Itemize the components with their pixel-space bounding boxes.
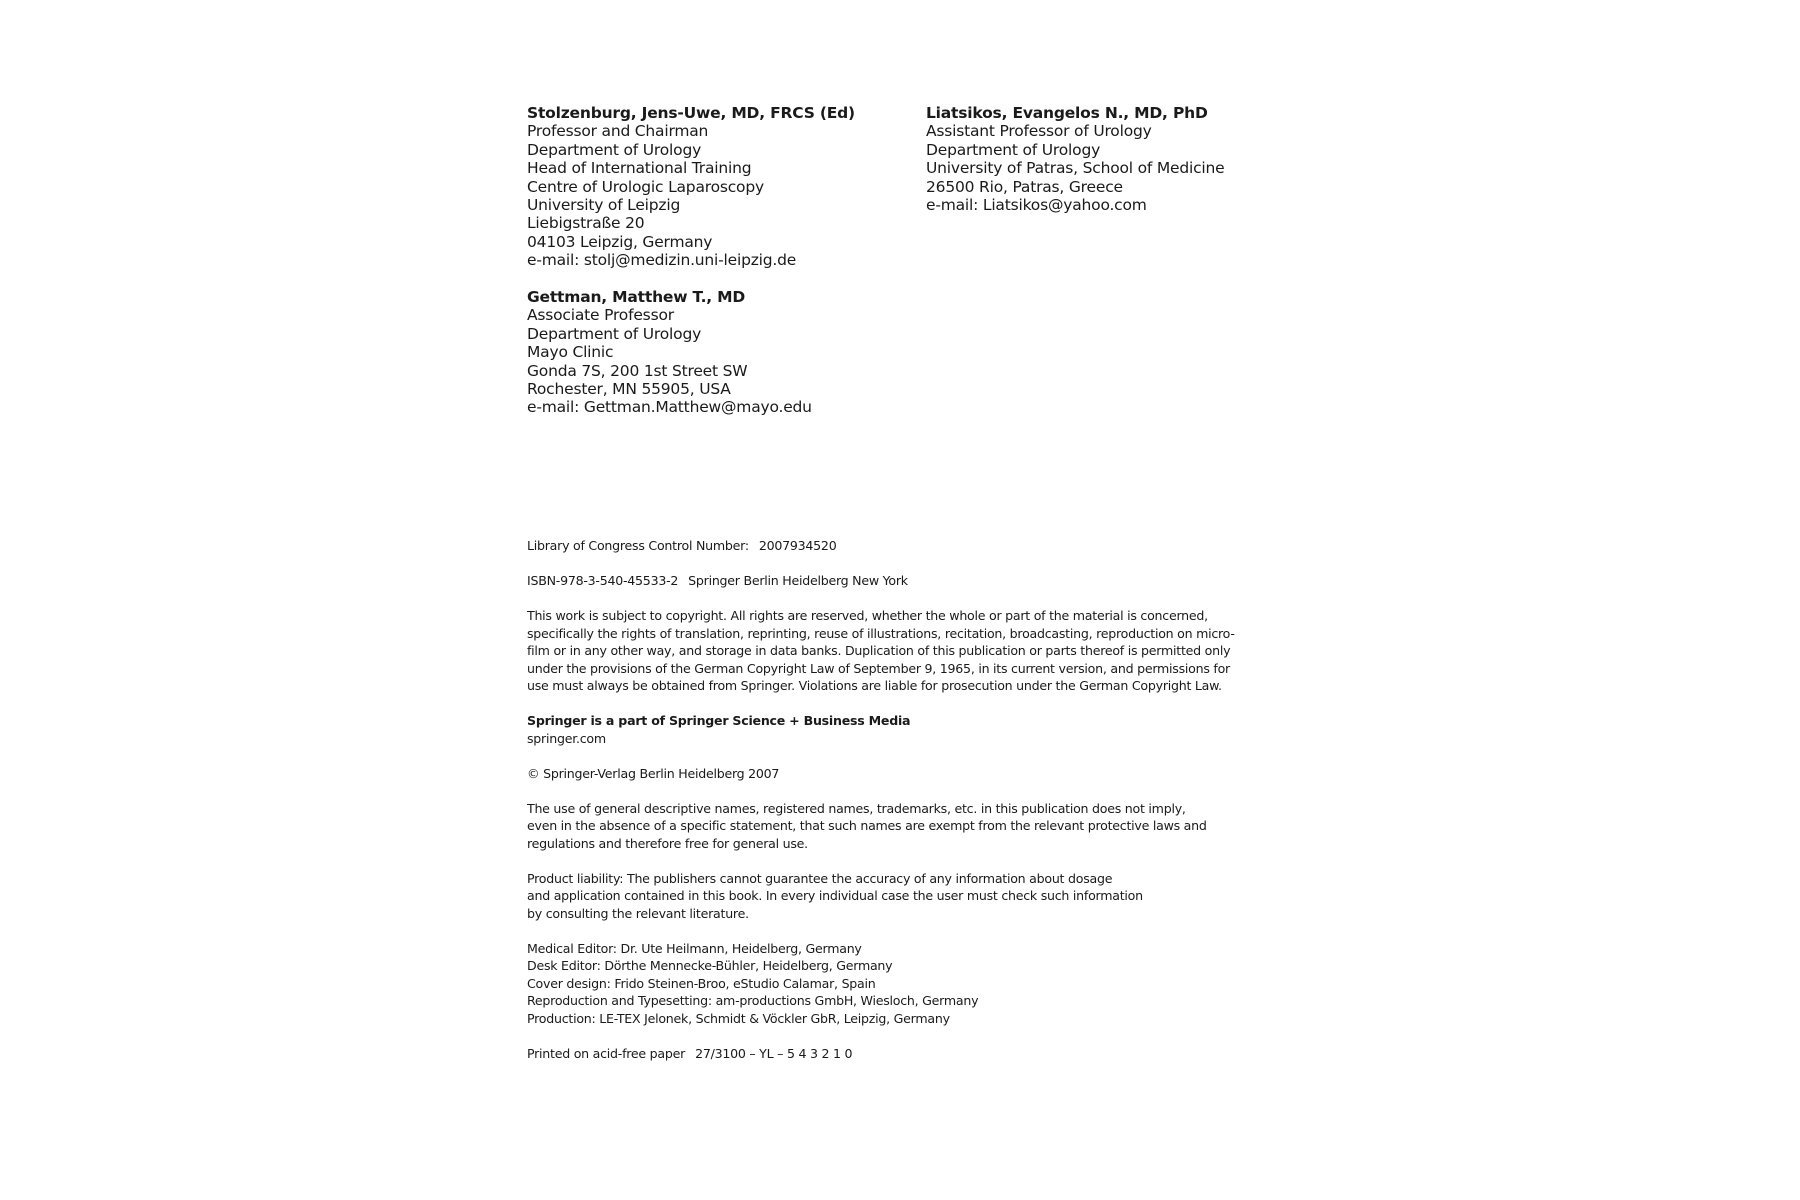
editor-department: Department of Urology bbox=[527, 324, 702, 343]
editor-city: 04103 Leipzig, Germany bbox=[527, 232, 713, 251]
isbn-line bbox=[527, 572, 1227, 590]
copyright-line: © Springer-Verlag Berlin Heidelberg 2007 bbox=[527, 765, 780, 781]
liability-notice bbox=[527, 870, 1227, 923]
editor-university: University of Patras, School of Medicine bbox=[926, 159, 1225, 178]
editor-stolzenburg bbox=[527, 104, 855, 270]
copyright-notice-line: film or in any other way, and storage in data banks. Duplication of this publication or parts thereof is permitted only bbox=[527, 643, 1231, 658]
springer-block bbox=[527, 712, 1227, 747]
printed-on-line bbox=[527, 1045, 1227, 1063]
editor-street: Liebigstraße 20 bbox=[527, 214, 645, 233]
editor-institution: Mayo Clinic bbox=[527, 343, 614, 362]
editor-email: e-mail: Liatsikos@yahoo.com bbox=[926, 196, 1147, 215]
editor-city: 26500 Rio, Patras, Greece bbox=[926, 177, 1123, 196]
editor-department: Department of Urology bbox=[527, 140, 702, 159]
editor-role: Head of International Training bbox=[527, 159, 752, 178]
credit-typesetting: Reproduction and Typesetting: am-productions GmbH, Wiesloch, Germany bbox=[527, 993, 979, 1008]
liability-notice-line: and application contained in this book. In every individual case the user must check such information bbox=[527, 888, 1143, 903]
editor-liatsikos bbox=[926, 104, 1225, 214]
credit-desk-editor: Desk Editor: Dörthe Mennecke-Bühler, Heidelberg, Germany bbox=[527, 958, 893, 973]
copyright-notice-line: specifically the rights of translation, reprinting, reuse of illustrations, recitation, broadcasting, reproduction on micro- bbox=[527, 625, 1235, 641]
names-notice-line: even in the absence of a specific statement, that such names are exempt from the relevant protective laws and bbox=[527, 818, 1207, 833]
liability-notice-line: Product liability: The publishers cannot guarantee the accuracy of any information about dosage bbox=[527, 870, 1113, 886]
credit-production: Production: LE-TEX Jelonek, Schmidt & Vöckler GbR, Leipzig, Germany bbox=[527, 1010, 950, 1026]
names-notice-line: The use of general descriptive names, registered names, trademarks, etc. in this publication does not imply, bbox=[527, 800, 1186, 816]
publisher-cities: Springer Berlin Heidelberg New York bbox=[688, 573, 908, 588]
credit-cover-design: Cover design: Frido Steinen-Broo, eStudio Calamar, Spain bbox=[527, 975, 876, 991]
isbn: ISBN-978-3-540-45533-2 bbox=[527, 573, 679, 588]
editor-email: e-mail: Gettman.Matthew@mayo.edu bbox=[527, 398, 812, 417]
liability-notice-line: by consulting the relevant literature. bbox=[527, 905, 749, 921]
copyright-notice bbox=[527, 607, 1235, 695]
editor-city: Rochester, MN 55905, USA bbox=[527, 380, 731, 399]
editor-title: Assistant Professor of Urology bbox=[926, 122, 1152, 141]
loc-label: Library of Congress Control Number: bbox=[527, 538, 749, 553]
print-code: 27/3100 – YL – 5 4 3 2 1 0 bbox=[695, 1045, 853, 1061]
springer-url: springer.com bbox=[527, 730, 606, 746]
loc-control-number bbox=[527, 537, 1227, 555]
springer-part-of: Springer is a part of Springer Science + Business Media bbox=[527, 713, 911, 728]
editor-street: Gonda 7S, 200 1st Street SW bbox=[527, 361, 748, 380]
editor-name: Liatsikos, Evangelos N., MD, PhD bbox=[926, 104, 1208, 122]
loc-number: 2007934520 bbox=[758, 538, 837, 553]
copyright-notice-line: This work is subject to copyright. All rights are reserved, whether the whole or part of the material is concerned, bbox=[527, 608, 1208, 623]
copyright-notice-line: under the provisions of the German Copyright Law of September 9, 1965, in its current version, and permissions for bbox=[527, 660, 1230, 676]
editor-gettman bbox=[527, 288, 812, 417]
editor-name: Gettman, Matthew T., MD bbox=[527, 288, 746, 306]
printed-on: Printed on acid-free paper bbox=[527, 1045, 686, 1061]
editor-university: University of Leipzig bbox=[527, 196, 681, 215]
editor-title: Professor and Chairman bbox=[527, 122, 709, 141]
editor-title: Associate Professor bbox=[527, 306, 674, 325]
names-notice bbox=[527, 800, 1227, 853]
credit-medical-editor: Medical Editor: Dr. Ute Heilmann, Heidelberg, Germany bbox=[527, 940, 862, 956]
copyright-notice-line: use must always be obtained from Springer. Violations are liable for prosecution under the German Copyright Law. bbox=[527, 678, 1222, 693]
editor-centre: Centre of Urologic Laparoscopy bbox=[527, 177, 764, 196]
editor-department: Department of Urology bbox=[926, 140, 1101, 159]
names-notice-line: regulations and therefore free for general use. bbox=[527, 835, 808, 851]
credits bbox=[527, 940, 1227, 1028]
imprint bbox=[527, 537, 1235, 1080]
editor-email: e-mail: stolj@medizin.uni-leipzig.de bbox=[527, 251, 797, 270]
editor-name: Stolzenburg, Jens-Uwe, MD, FRCS (Ed) bbox=[527, 104, 855, 122]
